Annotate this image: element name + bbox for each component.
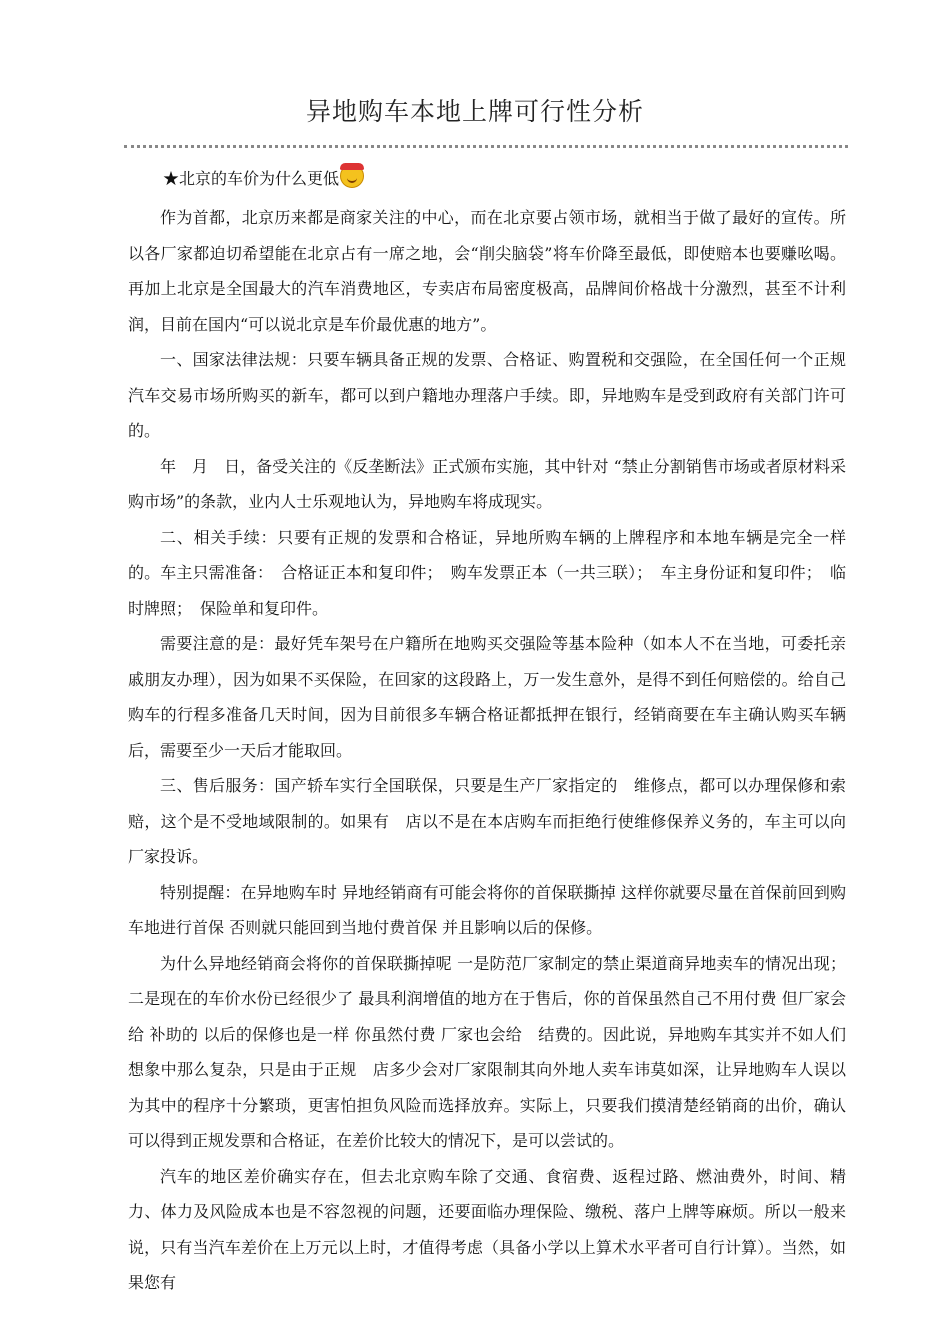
section-heading <box>163 164 364 193</box>
paragraph-intro: 作为首都，北京历来都是商家关注的中心，而在北京要占领市场，就相当于做了最好的宣传。所以各厂家都迫切希望能在北京占有一席之地，会“削尖脑袋”将车价降至最低，即使赔本也要赚吆喝。再加上北京是全国最大的汽车消费地区，专卖店布局密度极高，品牌间价格战十分激烈，甚至不计利润，目前在国内“可以说北京是车价最优惠的地方”。 <box>128 208 846 334</box>
document-title: 异地购车本地上牌可行性分析 <box>305 97 644 126</box>
paragraph-insurance-note: 需要注意的是：最好凭车架号在户籍所在地购买交强险等基本险种（如本人不在当地，可委托亲戚朋友办理），因为如果不买保险，在回家的这段路上，万一发生意外，是得不到任何赔偿的。给自己购车的行程多准备几天时间，因为目前很多车辆合格证都抵押在银行，经销商要在车主确认购买车辆后，需要至少一天后才能取回。 <box>128 634 846 760</box>
title-divider <box>124 145 848 148</box>
section-heading-text: ★北京的车价为什么更低 <box>163 169 340 188</box>
paragraph-after-sales: 三、售后服务：国产轿车实行全国联保，只要是生产厂家指定的 维修点，都可以办理保修和索赔，这个是不受地域限制的。如果有 店以不是在本店购车而拒绝行使维修保养义务的，车主可以向厂家投诉。 <box>128 776 846 866</box>
paragraph-special-reminder: 特别提醒：在异地购车时 异地经销商有可能会将你的首保联撕掉 这样你就要尽量在首保前回到购车地进行首保 否则就只能回到当地付费首保 并且影响以后的保修。 <box>128 882 846 937</box>
paragraph-why-tear: 为什么异地经销商会将你的首保联撕掉呢 一是防范厂家制定的禁止渠道商异地卖车的情况出现；二是现在的车价水份已经很少了 最具利润增值的地方在于售后，你的首保虽然自己不用付费 但厂家会给 补助的 以后的保修也是一样 你虽然付费 厂家也会给 结费的。因此说，异地购车其实并不如人们想象中那么复杂，只是由于正规 店多少会对厂家限制其向外地人卖车讳莫如深，让异地购车人误以为其中的程序十分繁琐，更害怕担负风险而选择放弃。实际上，只要我们摸清楚经销商的出价，确认可以得到正规发票和合格证，在差价比较大的情况下，是可以尝试的。 <box>128 953 846 1150</box>
paragraph-antitrust: 年 月 日，备受关注的《反垄断法》正式颁布实施，其中针对 “禁止分割销售市场或者原材料采购市场”的条款，业内人士乐观地认为，异地购车将成现实。 <box>128 456 846 511</box>
smiley-emoji-icon <box>340 164 364 188</box>
paragraph-price-difference: 汽车的地区差价确实存在，但去北京购车除了交通、食宿费、返程过路、燃油费外，时间、精力、体力及风险成本也是不容忽视的问题，还要面临办理保险、缴税、落户上牌等麻烦。所以一般来说，只有当汽车差价在上万元以上时，才值得考虑（具备小学以上算术水平者可自行计算）。当然，如果您有 <box>128 1166 846 1292</box>
paragraph-procedures: 二、相关手续：只要有正规的发票和合格证，异地所购车辆的上牌程序和本地车辆是完全一样的。车主只需准备： 合格证正本和复印件； 购车发票正本（一共三联）； 车主身份证和复印件； 临时牌照； 保险单和复印件。 <box>128 527 846 618</box>
paragraph-laws: 一、国家法律法规：只要车辆具备正规的发票、合格证、购置税和交强险，在全国任何一个正规汽车交易市场所购买的新车，都可以到户籍地办理落户手续。即，异地购车是受到政府有关部门许可的。 <box>128 350 846 440</box>
document-body <box>128 200 846 1301</box>
